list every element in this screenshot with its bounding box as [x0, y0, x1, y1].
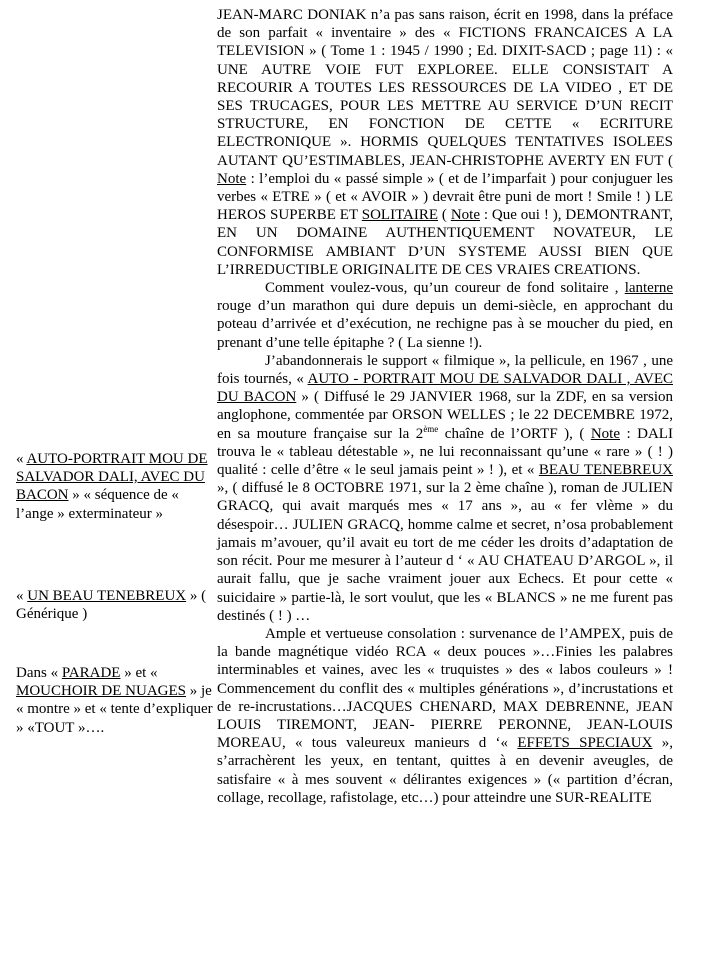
- text-run: Ample et vertueuse consolation : survenance de l’AMPEX, puis de la bande magnétique vidéo RCA « deux pouces »…Finies les palabres interminables et vaines, avec les « truquistes » des « labos couleurs » ! Commencement du conflit des « multiples générations », d’incrustations et de re-incrustations…JACQUES CHENARD, MAX DEBRENNE, JEAN LOUIS TIREMONT, JEAN- PIERRE PERONNE, JEAN-LOUIS MOREAU, « tous valeureux manieurs d ‘«: [217, 625, 673, 752]
- title-beau-tenebreux: BEAU TENEBREUX: [538, 462, 673, 479]
- text-run: : Que oui ! ), DEMONTRANT, EN UN DOMAINE AUTHENTIQUEMENT NOVATEUR, LE CONFORMISE AMBIANT D’UN SYSTEME AUSSI BIEN QUE L’IRREDUCTIBLE ORIGINALITE DE CES VRAIES CREATIONS.: [217, 207, 673, 278]
- text-run: J’abandonnerais le support « filmique », la pellicule, en 1967 , une fois tournés, «: [217, 352, 673, 388]
- note-label: Note: [450, 207, 480, 224]
- text-run: » et «: [120, 665, 158, 681]
- paragraph-abandon-filmique: [217, 352, 673, 625]
- title-auto-portrait: AUTO-PORTRAIT MOU DE SALVADOR DALI, AVEC DU BACON: [16, 451, 208, 504]
- note-label: Note: [590, 425, 621, 442]
- text-run: chaîne de l’ORTF ), (: [438, 425, 591, 442]
- title-un-beau-tenebreux: UN BEAU TENEBREUX: [27, 588, 187, 604]
- title-parade: PARADE: [61, 665, 121, 681]
- text-run: «: [16, 451, 27, 467]
- main-text-column: [217, 6, 673, 807]
- underlined-effets-speciaux: EFFETS SPECIAUX: [517, 735, 653, 752]
- paragraph-ampex: [217, 625, 673, 807]
- text-run: » je « montre » et « tente d’expliquer » «TOUT »….: [16, 683, 213, 736]
- paragraph-doniak-quote: [217, 6, 673, 279]
- text-run: rouge d’un marathon qui dure depuis un demi-siècle, en approchant du poteau d’arrivée et d’exécution, ne rechigne pas à se moucher du pied, en prenant d’une telle épitaphe ? ( La sienne !).: [217, 298, 673, 351]
- margin-note-auto-portrait: [16, 450, 214, 523]
- text-run: », ( diffusé le 8 OCTOBRE 1971, sur la 2 ème chaîne ), roman de JULIEN GRACQ, qui avait marqués mes « 17 ans », au « fer vlème » du désespoir… JULIEN GRACQ, homme calme et secret, n’osa probablement jamais m’avouer, qu’il avait eu tort de me céder les droits d’adaptation de son récit. Pour me mesurer à l’auteur d ‘ « AU CHATEAU D’ARGOL », il aurait fallu, que je sache vraiment jouer aux Echecs. Et pour cette « suicidaire » partie-là, le sort voulut, que les « BLANCS » ne me furent pas destinés ( ! ) …: [217, 480, 673, 624]
- margin-note-beau-tenebreux: [16, 587, 214, 623]
- text-run: Dans «: [16, 665, 62, 681]
- paragraph-coureur: [217, 279, 673, 352]
- text-run: Comment voulez-vous, qu’un coureur de fond solitaire ,: [265, 280, 625, 297]
- note-label: Note: [217, 170, 247, 187]
- underlined-solitaire: SOLITAIRE: [361, 207, 439, 224]
- margin-note-parade: [16, 664, 214, 737]
- title-mouchoir-de-nuages: MOUCHOIR DE NUAGES: [16, 683, 187, 700]
- text-run: », s’arrachèrent les yeux, en tentant, quittes à en devenir aveugles, de satisfaire « à mes souvent « délirantes exigences » (« partition d’écran, collage, recollage, rafistolage, etc…) pour atteindre une SUR-REALITE: [217, 735, 673, 806]
- superscript-eme: ème: [423, 423, 439, 434]
- text-run: : l’emploi du « passé simple » ( et de l’imparfait ) pour conjuguer les verbes « ETRE » ( et « AVOIR » ) devrait être puni de mort ! Smile ! ) LE HEROS SUPERBE ET: [217, 170, 673, 224]
- text-run: (: [438, 207, 451, 224]
- text-run: » ( Diffusé le 29 JANVIER 1968, sur la ZDF, en sa version anglophone, commentée par ORSON WELLES ; le 22 DECEMBRE 1972, en sa mouture française sur la 2: [217, 389, 673, 442]
- text-run: JEAN-MARC DONIAK n’a pas sans raison, écrit en 1998, dans la préface de son parfait « inventaire » des « FICTIONS FRANCAICES A LA TELEVISION » ( Tome 1 : 1945 / 1990 ; Ed. DIXIT-SACD ; page 11) : « UNE AUTRE VOIE FUT EXPLOREE. ELLE CONSISTAIT A RECOURIR A TOUTES LES RESSOURCES DE LA VIDEO , ET DE SES TRUCAGES, POUR LES METTRE AU SERVICE D’UN RECIT STRUCTURE, EN FONCTION DE CETTE « ECRITURE ELECTRONIQUE ». HORMIS QUELQUES TENTATIVES ISOLEES AUTANT QU’ESTIMABLES, JEAN-CHRISTOPHE AVERTY EN FUT (: [217, 7, 673, 169]
- underlined-lanterne: lanterne: [624, 280, 673, 297]
- text-run: : DALI trouva le « tableau détestable », ne lui reconnaissant qu’une « rare » ( ! ) qualité : celle d’être « le seul jamais peint » ! ), et «: [217, 425, 673, 479]
- text-run: » ( Générique ): [16, 588, 207, 623]
- title-auto-portrait: AUTO - PORTRAIT MOU DE SALVADOR DALI , AVEC DU BACON: [217, 371, 673, 406]
- text-run: » « séquence de « l’ange » exterminateur »: [16, 487, 179, 522]
- text-run: «: [16, 588, 28, 604]
